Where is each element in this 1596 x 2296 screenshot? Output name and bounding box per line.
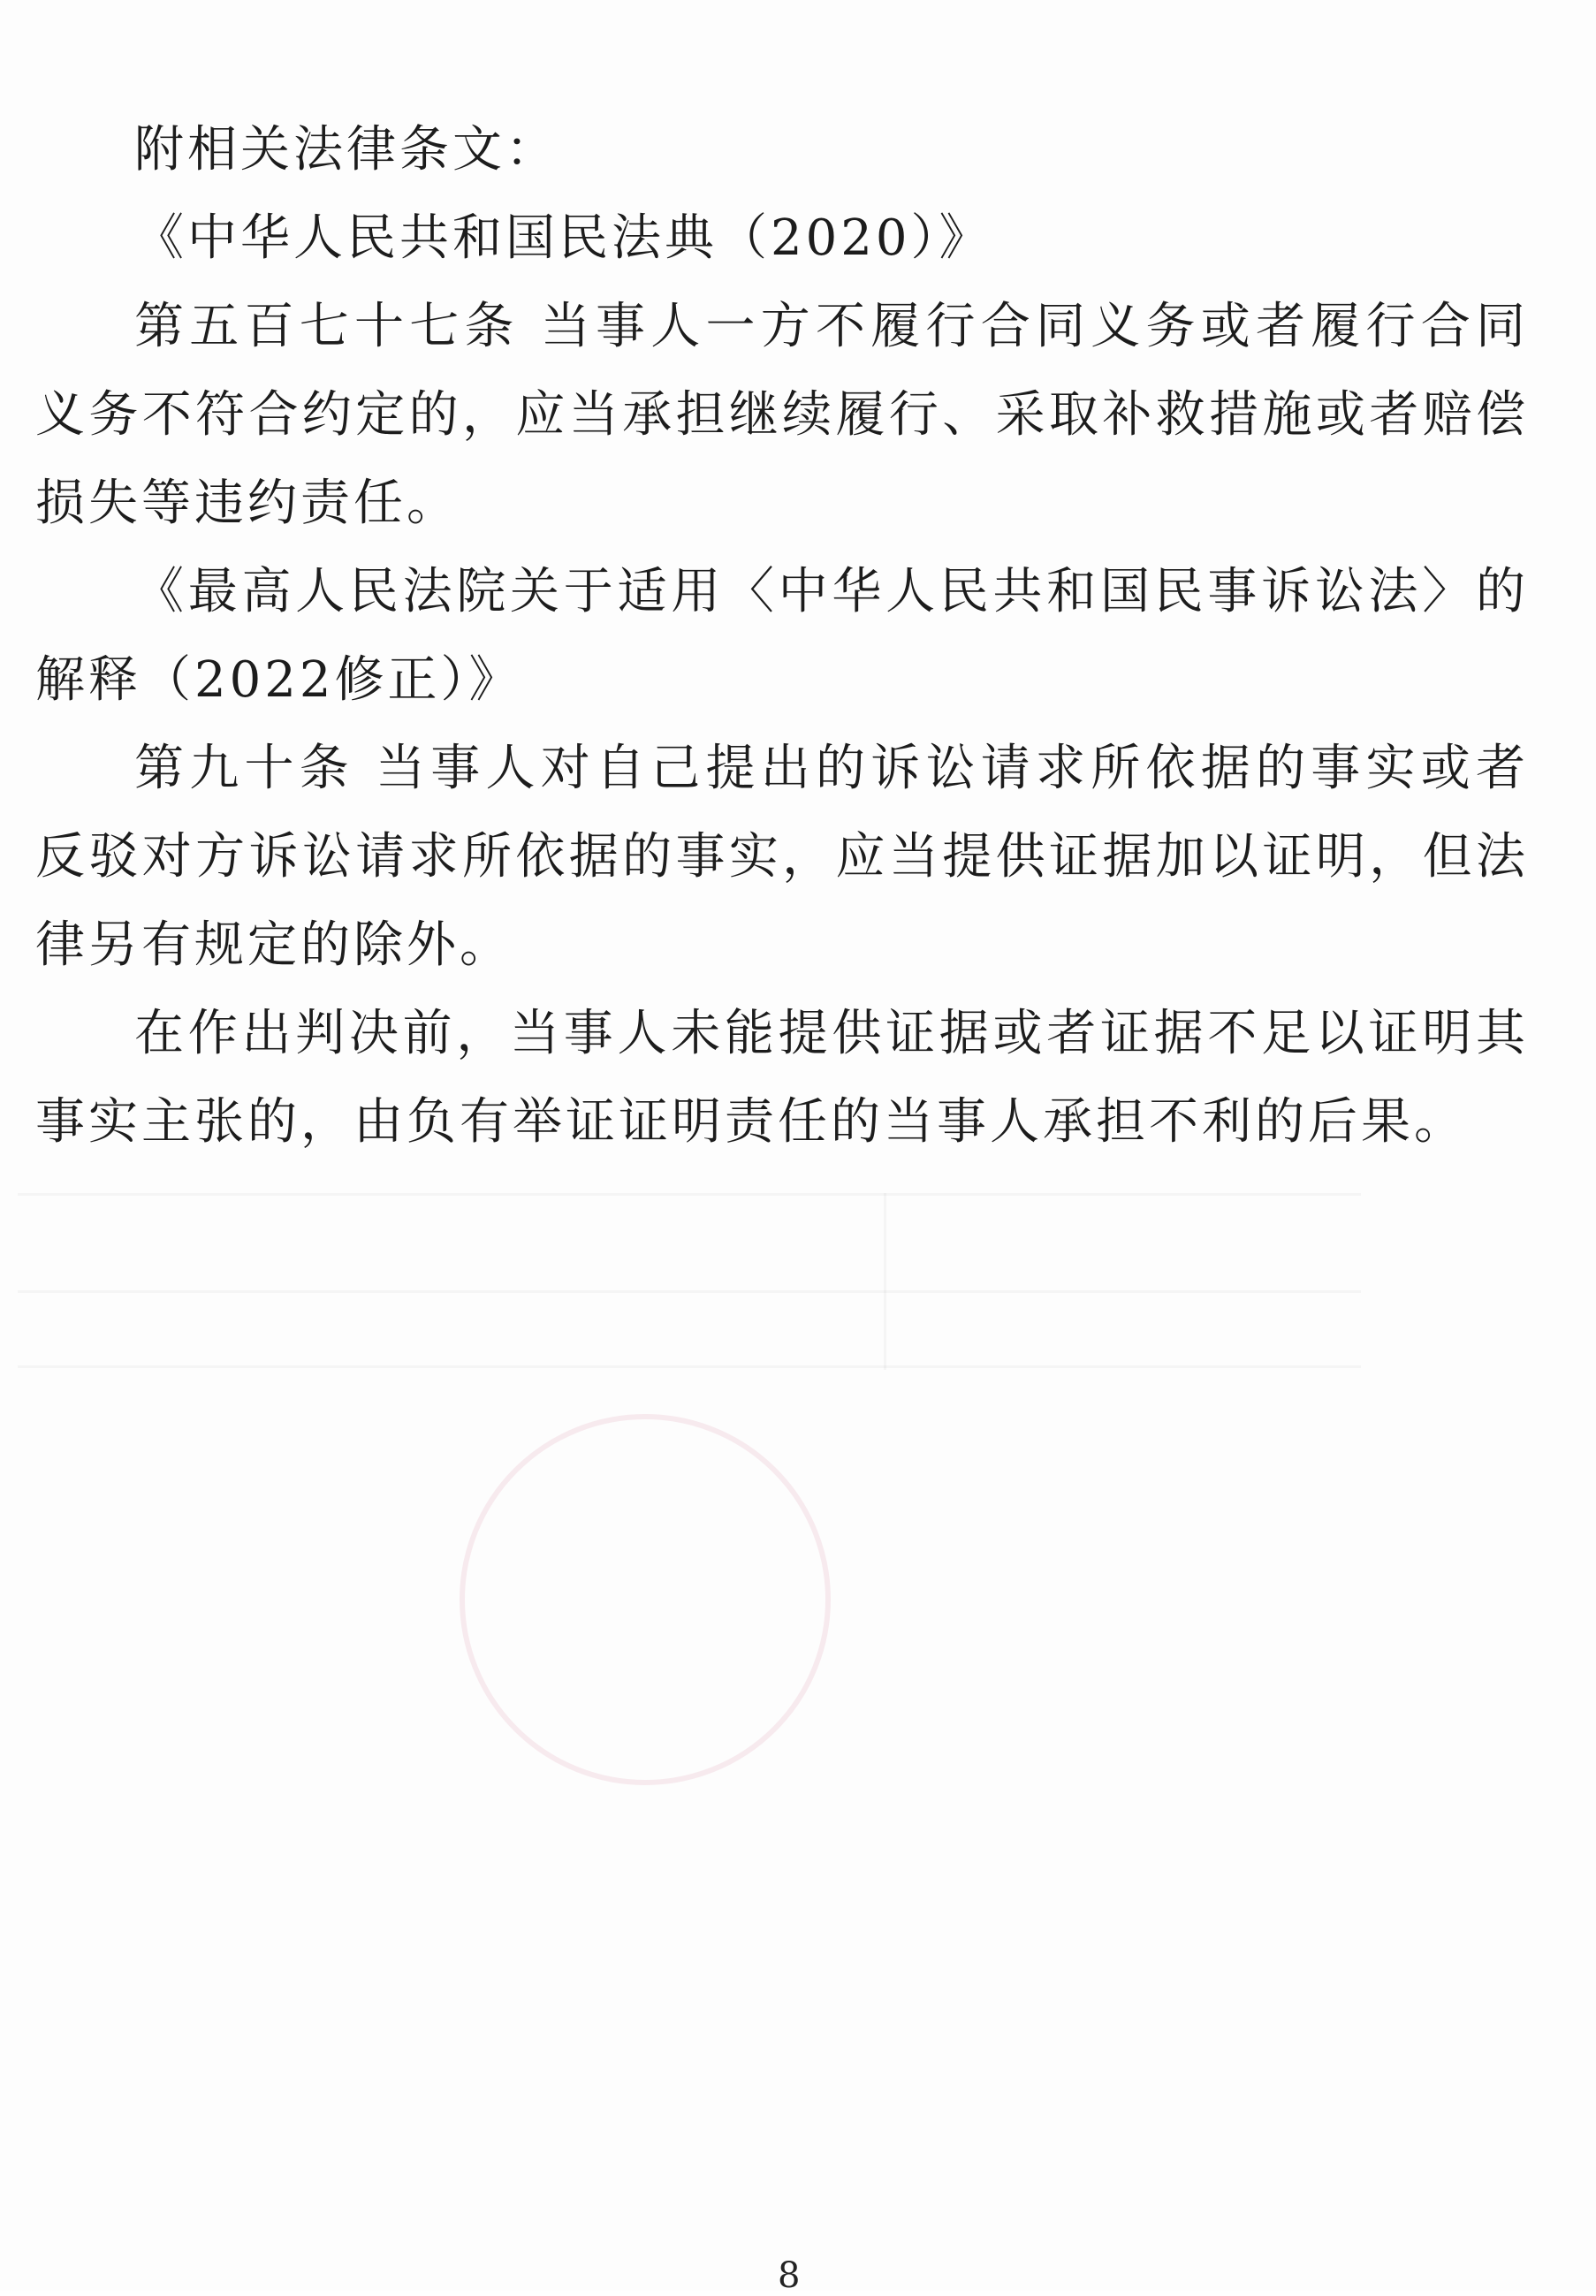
document-body [35,106,1529,1167]
bleed-through-line [18,1365,1361,1368]
bleed-through-seal [460,1414,831,1785]
appendix-heading: 附相关法律条文： [134,121,559,179]
article-90-paragraph-2: 在作出判决前，当事人未能提供证据或者证据不足以证明其事实主张的，由负有举证证明责任的当事人承担不利的后果。 [35,1005,1529,1151]
bleed-through-line [18,1193,1361,1196]
article-577: 第五百七十七条 当事人一方不履行合同义务或者履行合同义务不符合约定的，应当承担继续履行、采取补救措施或者赔偿损失等违约责任。 [35,298,1529,532]
bleed-through-line [884,1193,886,1370]
article-90: 第九十条 当事人对自己提出的诉讼请求所依据的事实或者反驳对方诉讼请求所依据的事实，应当提供证据加以证明，但法律另有规定的除外。 [35,740,1529,974]
law-title-civil-code: 《中华人民共和国民法典（2020）》 [134,209,992,267]
page-number: 8 [778,2255,801,2296]
bleed-through-line [18,1290,1361,1293]
law-title-interpretation: 《最高人民法院关于适用〈中华人民共和国民事诉讼法〉的解释（2022修正）》 [35,563,1529,709]
